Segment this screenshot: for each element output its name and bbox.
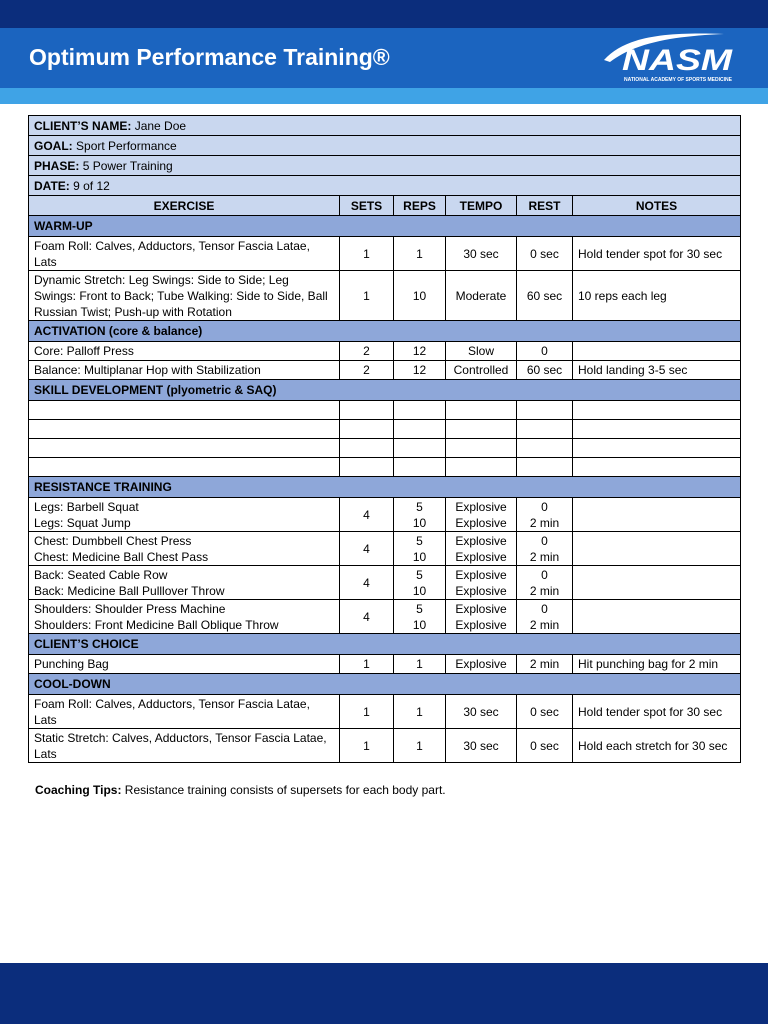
empty-cell	[394, 420, 446, 439]
phase-row	[29, 156, 741, 176]
page-title: Optimum Performance Training®	[29, 44, 390, 70]
tempo-cell: Moderate	[446, 271, 517, 321]
tempo-cell: Controlled	[446, 361, 517, 380]
empty-cell	[573, 439, 741, 458]
exercise-line: Shoulders: Shoulder Press Machine	[34, 601, 226, 616]
table-row	[29, 361, 741, 380]
sets-cell: 1	[340, 271, 394, 321]
notes-cell	[573, 498, 741, 532]
nasm-logo	[596, 30, 741, 86]
empty-cell	[29, 401, 340, 420]
client-name-row	[29, 116, 741, 136]
reps-cell	[394, 498, 446, 532]
exercise-cell: Foam Roll: Calves, Adductors, Tensor Fascia Latae, Lats	[29, 695, 340, 729]
rest-line: 0	[541, 533, 548, 548]
empty-cell	[394, 458, 446, 477]
empty-cell	[446, 420, 517, 439]
section-header-resistance	[29, 477, 741, 498]
rest-line: 2 min	[529, 549, 560, 564]
goal-value: Sport Performance	[76, 138, 177, 153]
rest-cell: 0 sec	[517, 695, 573, 729]
tempo-cell: Explosive	[446, 655, 517, 674]
exercise-cell: Core: Palloff Press	[29, 342, 340, 361]
sets-cell: 4	[340, 566, 394, 600]
empty-row	[29, 439, 741, 458]
tempo-line: Explosive	[455, 567, 507, 582]
empty-cell	[573, 401, 741, 420]
exercise-cell: Dynamic Stretch: Leg Swings: Side to Side; Leg Swings: Front to Back; Tube Walking: Side to Side, Ball Russian Twist; Push-up with Rotation	[29, 271, 340, 321]
rest-line: 0	[541, 567, 548, 582]
top-bar	[0, 0, 768, 28]
empty-cell	[446, 439, 517, 458]
client-name-value: Jane Doe	[134, 118, 187, 133]
reps-line: 10	[412, 515, 427, 530]
rest-line: 2 min	[529, 583, 560, 598]
tempo-cell	[446, 566, 517, 600]
rest-cell	[517, 566, 573, 600]
section-title: WARM-UP	[29, 216, 741, 237]
section-header-client-choice	[29, 634, 741, 655]
tempo-cell	[446, 600, 517, 634]
table-row	[29, 532, 741, 566]
reps-cell	[394, 532, 446, 566]
rest-line: 0	[541, 499, 548, 514]
date-value: 9 of 12	[73, 178, 110, 193]
table-row	[29, 271, 741, 321]
notes-cell: Hold tender spot for 30 sec	[573, 237, 741, 271]
reps-cell: 1	[394, 729, 446, 763]
col-reps-header: REPS	[394, 196, 446, 216]
sets-cell: 2	[340, 342, 394, 361]
reps-line: 5	[416, 499, 423, 514]
exercise-line: Back: Seated Cable Row	[34, 567, 168, 582]
section-title: CLIENT’S CHOICE	[29, 634, 741, 655]
reps-line: 10	[412, 583, 427, 598]
section-header-cooldown	[29, 674, 741, 695]
reps-cell: 10	[394, 271, 446, 321]
empty-cell	[573, 458, 741, 477]
tempo-cell: 30 sec	[446, 729, 517, 763]
reps-line: 5	[416, 601, 423, 616]
reps-line: 5	[416, 533, 423, 548]
goal-label: GOAL:	[34, 138, 73, 153]
rest-cell	[517, 532, 573, 566]
training-plan-table	[28, 115, 741, 763]
coaching-tips-label: Coaching Tips:	[35, 783, 122, 797]
rest-cell: 0 sec	[517, 729, 573, 763]
goal-row	[29, 136, 741, 156]
empty-cell	[517, 439, 573, 458]
sets-cell: 4	[340, 532, 394, 566]
rest-cell: 60 sec	[517, 361, 573, 380]
exercise-line: Chest: Dumbbell Chest Press	[34, 533, 192, 548]
coaching-tips-text: Resistance training consists of supersets for each body part.	[124, 783, 446, 797]
reps-cell: 1	[394, 655, 446, 674]
exercise-line: Back: Medicine Ball Pulllover Throw	[34, 583, 225, 598]
bottom-bar	[0, 963, 768, 1024]
empty-cell	[29, 458, 340, 477]
notes-cell	[573, 342, 741, 361]
tempo-line: Explosive	[455, 601, 507, 616]
section-title: RESISTANCE TRAINING	[29, 477, 741, 498]
reps-line: 5	[416, 567, 423, 582]
empty-cell	[340, 420, 394, 439]
exercise-line: Shoulders: Front Medicine Ball Oblique Throw	[34, 617, 279, 632]
notes-cell	[573, 600, 741, 634]
col-tempo-header: TEMPO	[446, 196, 517, 216]
col-rest-header: REST	[517, 196, 573, 216]
tempo-cell	[446, 498, 517, 532]
reps-line: 10	[412, 617, 427, 632]
reps-cell	[394, 566, 446, 600]
notes-cell: Hit punching bag for 2 min	[573, 655, 741, 674]
client-name-label: CLIENT’S NAME:	[34, 118, 132, 133]
coaching-tips	[35, 783, 446, 797]
notes-cell: Hold landing 3-5 sec	[573, 361, 741, 380]
date-row	[29, 176, 741, 196]
sets-cell: 1	[340, 237, 394, 271]
empty-row	[29, 458, 741, 477]
section-header-activation	[29, 321, 741, 342]
tempo-cell: 30 sec	[446, 237, 517, 271]
reps-cell: 12	[394, 361, 446, 380]
notes-cell: Hold tender spot for 30 sec	[573, 695, 741, 729]
exercise-cell	[29, 532, 340, 566]
table-row	[29, 498, 741, 532]
tempo-cell	[446, 532, 517, 566]
col-sets-header: SETS	[340, 196, 394, 216]
section-title: ACTIVATION (core & balance)	[29, 321, 741, 342]
exercise-line: Legs: Barbell Squat	[34, 499, 139, 514]
sets-cell: 4	[340, 498, 394, 532]
empty-row	[29, 420, 741, 439]
empty-cell	[446, 458, 517, 477]
empty-cell	[394, 439, 446, 458]
rest-line: 0	[541, 601, 548, 616]
table-row	[29, 695, 741, 729]
section-header-skill	[29, 380, 741, 401]
accent-strip	[0, 88, 768, 104]
exercise-line: Chest: Medicine Ball Chest Pass	[34, 549, 209, 564]
section-header-warmup	[29, 216, 741, 237]
col-exercise-header: EXERCISE	[29, 196, 340, 216]
logo-text: NASM	[622, 44, 734, 77]
rest-cell: 0 sec	[517, 237, 573, 271]
section-title: SKILL DEVELOPMENT (plyometric & SAQ)	[29, 380, 741, 401]
rest-cell	[517, 498, 573, 532]
empty-cell	[517, 458, 573, 477]
empty-cell	[517, 401, 573, 420]
sets-cell: 2	[340, 361, 394, 380]
date-label: DATE:	[34, 178, 70, 193]
reps-cell: 1	[394, 237, 446, 271]
notes-cell	[573, 566, 741, 600]
tempo-cell: Slow	[446, 342, 517, 361]
table-row	[29, 600, 741, 634]
exercise-cell: Foam Roll: Calves, Adductors, Tensor Fascia Latae, Lats	[29, 237, 340, 271]
tempo-line: Explosive	[455, 515, 507, 530]
phase-label: PHASE:	[34, 158, 80, 173]
sets-cell: 1	[340, 655, 394, 674]
exercise-cell: Punching Bag	[29, 655, 340, 674]
sets-cell: 1	[340, 695, 394, 729]
reps-cell: 12	[394, 342, 446, 361]
tempo-line: Explosive	[455, 533, 507, 548]
exercise-cell: Static Stretch: Calves, Adductors, Tensor Fascia Latae, Lats	[29, 729, 340, 763]
empty-row	[29, 401, 741, 420]
logo-tagline: NATIONAL ACADEMY OF SPORTS MEDICINE	[624, 77, 733, 83]
rest-cell: 2 min	[517, 655, 573, 674]
exercise-cell: Balance: Multiplanar Hop with Stabilization	[29, 361, 340, 380]
reps-cell	[394, 600, 446, 634]
notes-cell	[573, 532, 741, 566]
empty-cell	[29, 439, 340, 458]
sets-cell: 1	[340, 729, 394, 763]
table-row	[29, 729, 741, 763]
empty-cell	[446, 401, 517, 420]
exercise-line: Legs: Squat Jump	[34, 515, 131, 530]
empty-cell	[340, 439, 394, 458]
table-row	[29, 237, 741, 271]
empty-cell	[340, 458, 394, 477]
column-header-row	[29, 196, 741, 216]
sets-cell: 4	[340, 600, 394, 634]
empty-cell	[394, 401, 446, 420]
notes-cell: Hold each stretch for 30 sec	[573, 729, 741, 763]
table-row	[29, 655, 741, 674]
tempo-line: Explosive	[455, 617, 507, 632]
rest-cell: 60 sec	[517, 271, 573, 321]
empty-cell	[29, 420, 340, 439]
exercise-cell	[29, 600, 340, 634]
col-notes-header: NOTES	[573, 196, 741, 216]
tempo-cell: 30 sec	[446, 695, 517, 729]
section-title: COOL-DOWN	[29, 674, 741, 695]
table-row	[29, 566, 741, 600]
rest-cell	[517, 600, 573, 634]
reps-cell: 1	[394, 695, 446, 729]
tempo-line: Explosive	[455, 583, 507, 598]
notes-cell: 10 reps each leg	[573, 271, 741, 321]
empty-cell	[517, 420, 573, 439]
table-row	[29, 342, 741, 361]
empty-cell	[340, 401, 394, 420]
exercise-cell	[29, 498, 340, 532]
rest-line: 2 min	[529, 617, 560, 632]
tempo-line: Explosive	[455, 499, 507, 514]
tempo-line: Explosive	[455, 549, 507, 564]
reps-line: 10	[412, 549, 427, 564]
exercise-cell	[29, 566, 340, 600]
rest-cell: 0	[517, 342, 573, 361]
empty-cell	[573, 420, 741, 439]
rest-line: 2 min	[529, 515, 560, 530]
phase-value: 5 Power Training	[82, 158, 173, 173]
